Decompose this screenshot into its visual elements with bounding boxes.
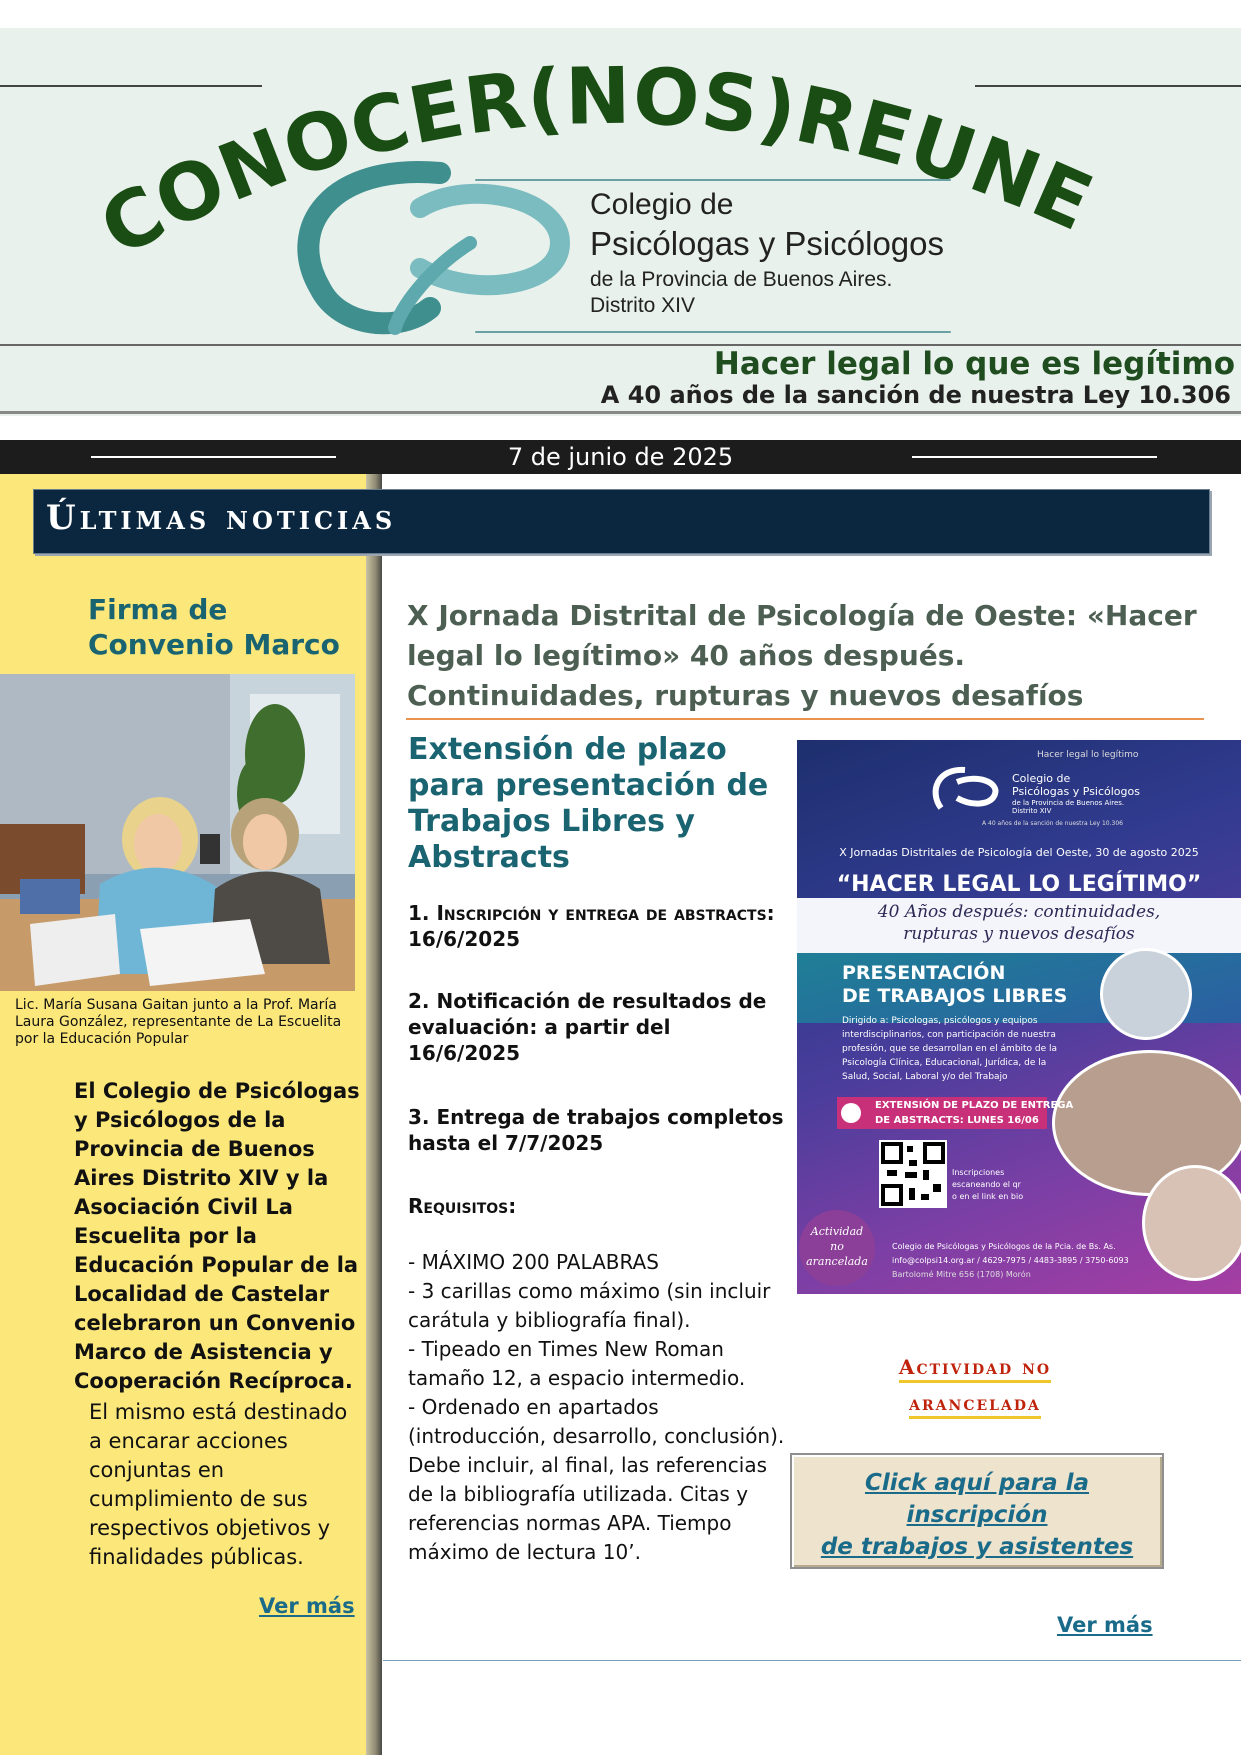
flyer-footer-2: info@colpsi14.org.ar / 4629-7975 / 4483-3895 / 3750-6093 <box>892 1256 1129 1265</box>
flyer-footer-1: Colegio de Psicólogas y Psicólogos de la Pcia. de Bs. As. <box>892 1242 1116 1251</box>
main-subtitle: Extensión de plazo para presentación de Trabajos Libres y Abstracts <box>408 732 769 875</box>
main-title-rule <box>406 718 1204 720</box>
sidebar-edge <box>366 474 382 1755</box>
org-line-2: Psicólogas y Psicólogos <box>590 225 945 262</box>
convenio-photo <box>0 674 355 991</box>
sidebar-ver-mas-link[interactable]: Ver más <box>259 1594 355 1618</box>
requirements-title: Requisitos: <box>408 1194 517 1218</box>
flyer-org-4: Distrito XIV <box>1012 807 1052 815</box>
flyer-qr-2: escaneando el qr <box>952 1180 1021 1189</box>
section-header <box>33 489 1210 554</box>
flyer-badge-2: no <box>830 1240 844 1253</box>
registration-button[interactable] <box>790 1453 1164 1569</box>
flyer-desc-4: Psicología Clínica, Educacional, Jurídica, de la <box>842 1058 1047 1068</box>
flyer-org-2: Psicólogas y Psicólogos <box>1012 785 1140 798</box>
issue-date: 7 de junio de 2025 <box>507 443 734 471</box>
flyer-photo-circle-3 <box>1142 1165 1241 1281</box>
step-2: 2. Notificación de resultados de evaluación: a partir del 16/6/2025 <box>408 989 767 1065</box>
flyer-present-1: PRESENTACIÓN <box>842 962 1006 984</box>
event-flyer <box>797 740 1241 1294</box>
flyer-present-2: DE TRABAJOS LIBRES <box>842 985 1068 1007</box>
flyer-ext-2: DE ABSTRACTS: LUNES 16/06 <box>875 1115 1039 1126</box>
flyer-footer-3: Bartolomé Mitre 656 (1708) Morón <box>892 1270 1031 1279</box>
sidebar-title: Firma de Convenio Marco <box>88 593 340 661</box>
flyer-event: X Jornadas Distritales de Psicología del Oeste, 30 de agosto 2025 <box>839 846 1199 859</box>
sidebar-body: El mismo está destinado a encarar acciones conjuntas en cumplimiento de sus respectivos objetivos y finalidades públicas. <box>89 1400 348 1569</box>
org-line-4: Distrito XIV <box>590 294 696 317</box>
main-bottom-rule <box>383 1660 1241 1661</box>
registration-link[interactable] <box>792 1467 1162 1563</box>
registration-link-line-2[interactable]: de trabajos y asistentes <box>820 1534 1134 1560</box>
org-line-1: Colegio de <box>590 188 734 221</box>
flyer-qr-3: o en el link en bio <box>952 1192 1024 1201</box>
flyer-org-5: A 40 años de la sanción de nuestra Ley 10.306 <box>982 820 1123 827</box>
requirement-item: - 3 carillas como máximo (sin incluir carátula y bibliografía final). <box>408 1279 771 1332</box>
step-3: 3. Entrega de trabajos completos hasta el 7/7/2025 <box>408 1105 784 1155</box>
flyer-qr-1: Inscripciones <box>952 1168 1005 1177</box>
flyer-org-3: de la Provincia de Buenos Aires. <box>1012 799 1125 807</box>
header-tagline: Hacer legal lo que es legítimo <box>713 346 1235 382</box>
main-article-title: X Jornada Distrital de Psicología de Oeste: «Hacer legal lo legítimo» 40 años después. Continuidades, rupturas y nuevos desafíos <box>407 599 1197 712</box>
flyer-photo-circle-1 <box>1100 948 1192 1040</box>
photo-caption: Lic. María Susana Gaitan junto a la Prof. María Laura González, representante de La Escuelita por la Educación Popular <box>15 997 342 1047</box>
sidebar-lead: El Colegio de Psicólogas y Psicólogos de la Provincia de Buenos Aires Distrito XIV y la Asociación Civil La Escuelita por la Educación Popular de la Localidad de Castelar celebraron un Convenio Marco de Asistencia y Cooperación Recíproca. <box>74 1079 360 1393</box>
flyer-logo-icon <box>927 762 1007 822</box>
calendar-icon <box>841 1103 861 1123</box>
requirement-item: - Tipeado en Times New Roman tamaño 12, a espacio intermedio. <box>408 1337 746 1390</box>
free-activity-line-1: Actividad no <box>899 1355 1051 1383</box>
flyer-desc-5: Salud, Social, Laboral y/o del Trabajo <box>842 1072 1008 1082</box>
flyer-desc-3: profesión, que se desarrollan en el ámbito de la <box>842 1044 1058 1054</box>
date-bar <box>0 440 1241 474</box>
free-activity-notice <box>790 1349 1160 1421</box>
flyer-desc-1: Dirigido a: Psicologas, psicólogos y equipos <box>842 1016 1038 1026</box>
flyer-ext-1: EXTENSIÓN DE PLAZO DE ENTREGA <box>875 1100 1074 1111</box>
free-activity-line-2: arancelada <box>909 1391 1041 1419</box>
qr-code-icon <box>879 1140 947 1208</box>
flyer-headline: “HACER LEGAL LO LEGÍTIMO” <box>836 872 1202 897</box>
main-ver-mas-link[interactable]: Ver más <box>1057 1613 1153 1637</box>
flyer-sub-2: rupturas y nuevos desafíos <box>903 924 1135 944</box>
flyer-badge-3: arancelada <box>806 1255 868 1268</box>
registration-link-line-1[interactable]: Click aquí para la inscripción <box>864 1470 1090 1528</box>
header-banner <box>0 28 1241 416</box>
requirement-item: - Ordenado en apartados (introducción, desarrollo, conclusión). Debe incluir, al final, las referencias de la bibliografía utilizada. Citas y referencias normas APA. Tiempo máximo de lectura 10’. <box>408 1395 785 1564</box>
section-title: Últimas noticias <box>46 498 397 538</box>
flyer-top-tag: Hacer legal lo legítimo <box>1037 750 1139 760</box>
flyer-sub-1: 40 Años después: continuidades, <box>877 902 1161 922</box>
masthead-title: CONOCER(NOS)REUNE <box>86 51 1106 275</box>
org-line-3: de la Provincia de Buenos Aires. <box>590 268 893 291</box>
flyer-desc-2: interdisciplinarios, con participación de nuestra <box>842 1030 1056 1040</box>
requirements-list <box>408 1248 798 1567</box>
flyer-org-1: Colegio de <box>1012 772 1071 785</box>
step-1: 1. Inscripción y entrega de abstracts: 16/6/2025 <box>408 901 775 951</box>
requirement-item: - MÁXIMO 200 PALABRAS <box>408 1250 659 1274</box>
flyer-badge <box>799 1210 875 1286</box>
header-subtagline: A 40 años de la sanción de nuestra Ley 10.306 <box>600 381 1231 409</box>
flyer-badge-1: Actividad <box>810 1225 864 1238</box>
